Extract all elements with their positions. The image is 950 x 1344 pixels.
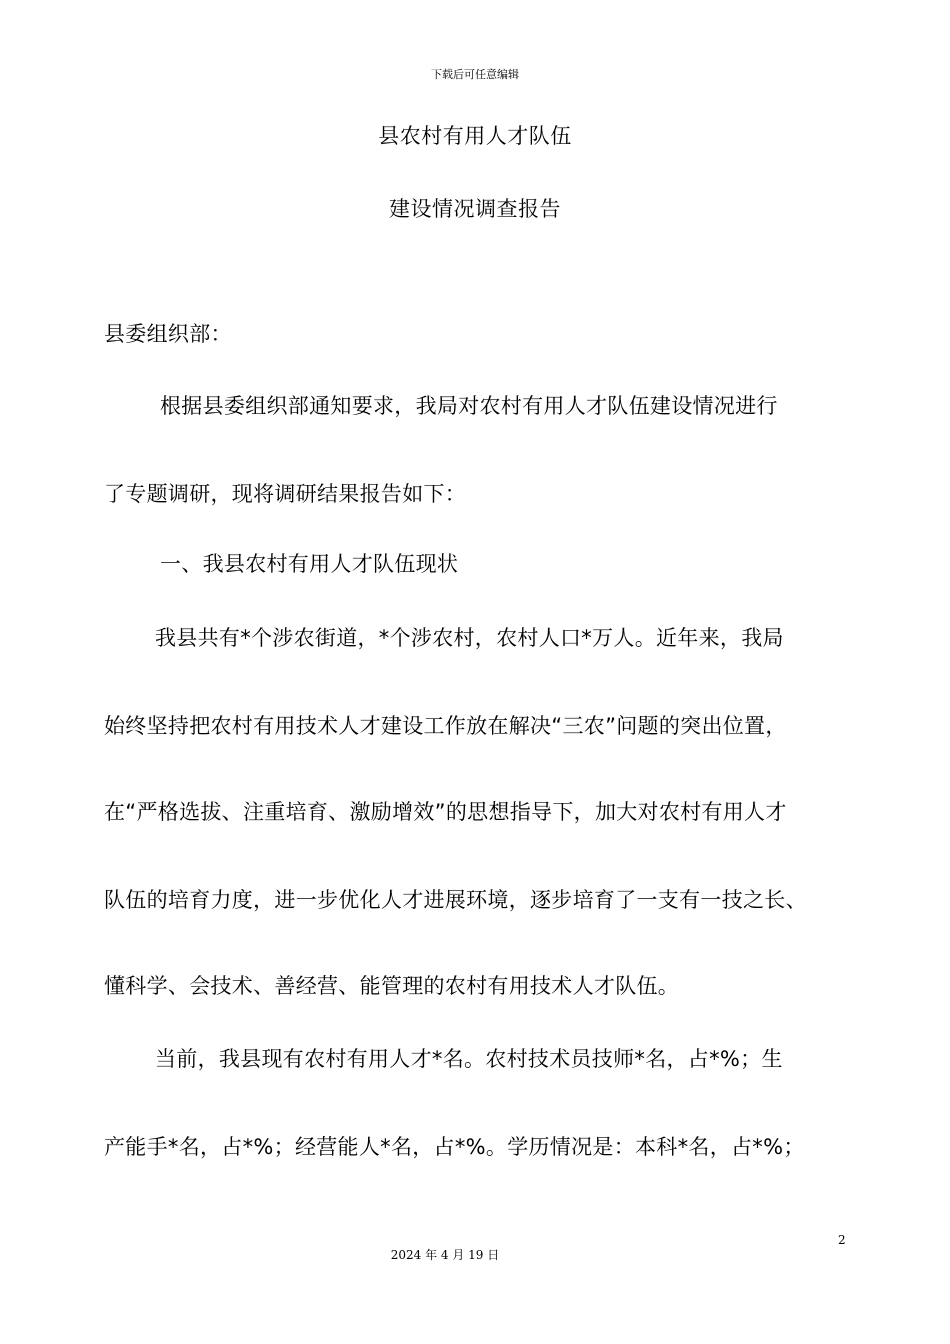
paragraph-line: 产能手*名，占*%；经营能人*名，占*%。学历情况是：本科*名，占*%； [104, 1135, 805, 1159]
paragraph-line: 始终坚持把农村有用技术人才建设工作放在解决“三农”问题的突出位置， [104, 714, 787, 738]
paragraph-line: 在“严格选拔、注重培育、激励增效”的思想指导下，加大对农村有用人才 [104, 800, 787, 824]
paragraph-line: 根据县委组织部通知要求，我局对农村有用人才队伍建设情况进行 [160, 394, 778, 418]
paragraph-line: 我县共有*个涉农街道，*个涉农村，农村人口*万人。近年来，我局 [155, 626, 784, 650]
header-note: 下载后可任意编辑 [431, 68, 519, 81]
paragraph-line: 了专题调研，现将调研结果报告如下： [104, 482, 467, 506]
salutation: 县委组织部： [104, 322, 232, 346]
page-number: 2 [838, 1233, 846, 1247]
paragraph-line: 队伍的培育力度，进一步优化人才进展环境，逐步培育了一支有一技之长、 [104, 888, 807, 912]
footer-date: 2024 年 4 月 19 日 [390, 1248, 500, 1262]
document-title-line-1: 县农村有用人才队伍 [378, 124, 572, 148]
section-heading: 一、我县农村有用人才队伍现状 [160, 552, 459, 576]
paragraph-line: 懂科学、会技术、善经营、能管理的农村有用技术人才队伍。 [104, 974, 680, 998]
document-title-line-2: 建设情况调查报告 [389, 197, 561, 221]
paragraph-line: 当前，我县现有农村有用人才*名。农村技术员技师*名，占*%；生 [155, 1047, 783, 1071]
